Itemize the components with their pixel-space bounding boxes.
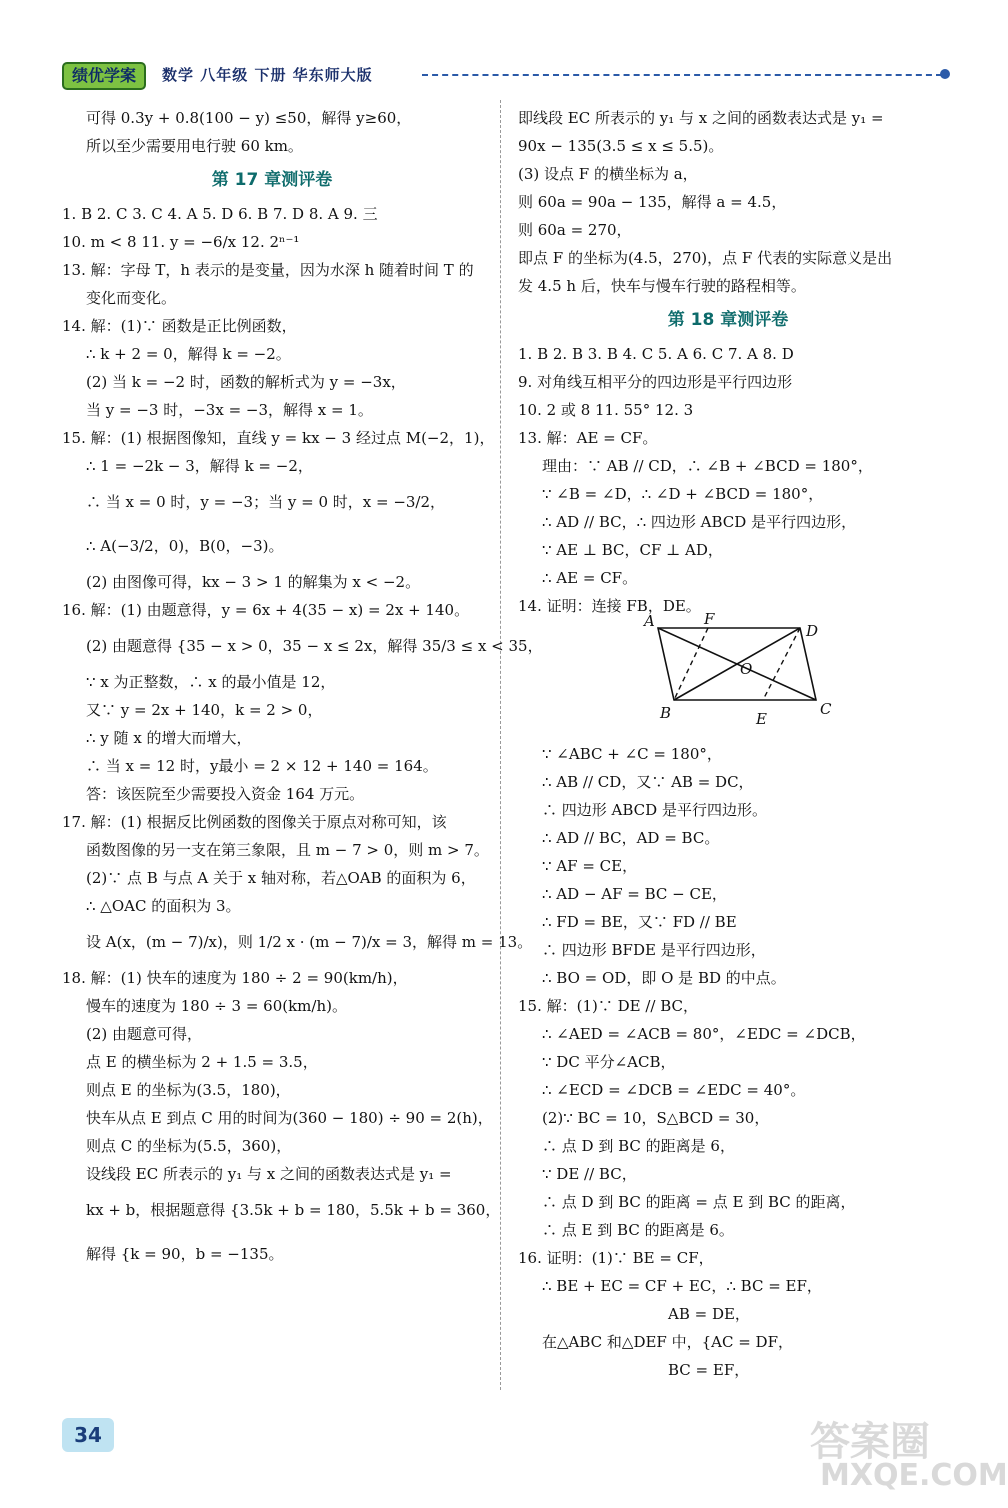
text-line: 16. 解：(1) 由题意得，y = 6x + 4(35 − x) = 2x + 140。 <box>62 601 470 619</box>
text-line: BC = EF， <box>668 1361 750 1379</box>
text-line: ∴ ∠ECD = ∠DCB = ∠EDC = 40°。 <box>542 1081 806 1099</box>
watermark-url: MXQE.COM <box>820 1458 1008 1493</box>
text-line: 发 4.5 h 后，快车与慢车行驶的路程相等。 <box>518 277 806 295</box>
page-number: 34 <box>62 1418 114 1452</box>
text-line: 90x − 135(3.5 ≤ x ≤ 5.5)。 <box>518 137 724 155</box>
text-line: 1. B 2. C 3. C 4. A 5. D 6. B 7. D 8. A 9. 三 <box>62 205 378 223</box>
page-header <box>62 62 952 90</box>
text-line: ∴ BO = OD，即 O 是 BD 的中点。 <box>542 969 786 987</box>
text-line: 1. B 2. B 3. B 4. C 5. A 6. C 7. A 8. D <box>518 345 794 363</box>
text-line: ∵ DC 平分∠ACB， <box>542 1053 676 1071</box>
label-d: D <box>806 622 819 640</box>
watermark-logo-text: 答案圈 <box>810 1419 930 1465</box>
text-line: ∴ A(−3/2，0)，B(0，−3)。 <box>86 537 284 555</box>
right-column <box>518 104 938 1384</box>
text-line: ∴ AB // CD，又∵ AB = DC， <box>542 773 754 791</box>
label-b: B <box>660 704 672 722</box>
label-f: F <box>704 610 715 628</box>
text-line: (2) 由图像可得，kx − 3 > 1 的解集为 x < −2。 <box>86 573 421 591</box>
text-line: ∴ 当 x = 0 时，y = −3；当 y = 0 时，x = −3/2， <box>86 493 446 511</box>
text-line: ∴ AE = CF。 <box>542 569 638 587</box>
text-line: ∵ ∠B = ∠D，∴ ∠D + ∠BCD = 180°， <box>542 485 824 503</box>
text-line: 10. 2 或 8 11. 55° 12. 3 <box>518 401 694 419</box>
parallelogram-figure <box>518 610 938 738</box>
text-line: kx + b，根据题意得 {3.5k + b = 180，5.5k + b = 360， <box>86 1201 501 1219</box>
text-line: 当 y = −3 时，−3x = −3，解得 x = 1。 <box>86 401 373 419</box>
text-line: 18. 解：(1) 快车的速度为 180 ÷ 2 = 90(km/h)， <box>62 969 408 987</box>
text-line: 15. 解：(1)∵ DE // BC， <box>518 997 699 1015</box>
text-line: 10. m < 8 11. y = −6/x 12. 2ⁿ⁻¹ <box>62 233 300 251</box>
brand-badge: 绩优学案 <box>62 62 146 90</box>
left-column <box>62 104 543 1276</box>
text-line: ∴ 1 = −2k − 3，解得 k = −2， <box>86 457 313 475</box>
text-line: 可得 0.3y + 0.8(100 − y) ≤50，解得 y≥60， <box>86 109 412 127</box>
text-line: 在△ABC 和△DEF 中，{AC = DF， <box>542 1333 793 1351</box>
text-line: 点 E 的横坐标为 2 + 1.5 = 3.5， <box>86 1053 318 1071</box>
text-line: ∴ k + 2 = 0，解得 k = −2。 <box>86 345 291 363</box>
text-line: (2) 由题意可得， <box>86 1025 203 1043</box>
text-line: 16. 证明：(1)∵ BE = CF， <box>518 1249 714 1267</box>
text-line: 则点 C 的坐标为(5.5，360)， <box>86 1137 292 1155</box>
text-line: AB = DE， <box>668 1305 750 1323</box>
text-line: ∴ FD = BE，又∵ FD // BE <box>542 913 737 931</box>
text-line: 15. 解：(1) 根据图像知，直线 y = kx − 3 经过点 M(−2，1)， <box>62 429 495 447</box>
text-line: 快车从点 E 到点 C 用的时间为(360 − 180) ÷ 90 = 2(h)， <box>86 1109 493 1127</box>
text-line: 则 60a = 270， <box>518 221 632 239</box>
text-line: 17. 解：(1) 根据反比例函数的图像关于原点对称可知，该 <box>62 813 447 831</box>
text-line: ∵ ∠ABC + ∠C = 180°， <box>542 745 722 763</box>
section-heading: 第 17 章测评卷 <box>211 170 333 190</box>
text-line: 变化而变化。 <box>86 289 177 307</box>
text-line: 14. 解：(1)∵ 函数是正比例函数， <box>62 317 297 335</box>
text-line: 即线段 EC 所表示的 y₁ 与 x 之间的函数表达式是 y₁ = <box>518 109 884 127</box>
text-line: (3) 设点 F 的横坐标为 a， <box>518 165 698 183</box>
text-line: ∴ 点 D 到 BC 的距离 = 点 E 到 BC 的距离， <box>542 1193 856 1211</box>
text-line: 函数图像的另一支在第三象限，且 m − 7 > 0，则 m > 7。 <box>86 841 489 859</box>
text-line: ∴ 点 E 到 BC 的距离是 6。 <box>542 1221 734 1239</box>
text-line: ∴ 四边形 ABCD 是平行四边形。 <box>542 801 767 819</box>
text-line: (2) 当 k = −2 时，函数的解析式为 y = −3x， <box>86 373 406 391</box>
text-line: ∴ BE + EC = CF + EC，∴ BC = EF， <box>542 1277 822 1295</box>
text-line: ∴ 四边形 BFDE 是平行四边形， <box>542 941 766 959</box>
text-line: (2)∵ BC = 10，S△BCD = 30， <box>542 1109 770 1127</box>
text-line: 则 60a = 90a − 135，解得 a = 4.5， <box>518 193 787 211</box>
subject-title: 数学 八年级 下册 华东师大版 <box>162 66 373 84</box>
label-e: E <box>756 710 767 728</box>
section-heading: 第 18 章测评卷 <box>667 310 789 330</box>
text-line: 答：该医院至少需要投入资金 164 万元。 <box>86 785 365 803</box>
figure-block <box>518 610 938 740</box>
text-line: 又∵ y = 2x + 140，k = 2 > 0， <box>86 701 323 719</box>
text-line: ∴ AD // BC，AD = BC。 <box>542 829 720 847</box>
text-line: 14. 证明：连接 FB，DE。 <box>518 597 701 615</box>
text-line: ∵ AF = CE， <box>542 857 638 875</box>
label-c: C <box>820 700 832 718</box>
text-line: ∴ y 随 x 的增大而增大， <box>86 729 252 747</box>
text-line: 设线段 EC 所表示的 y₁ 与 x 之间的函数表达式是 y₁ = <box>86 1165 452 1183</box>
text-line: ∵ AE ⊥ BC，CF ⊥ AD， <box>542 541 723 559</box>
text-line: ∴ 点 D 到 BC 的距离是 6， <box>542 1137 735 1155</box>
text-line: 13. 解：AE = CF。 <box>518 429 658 447</box>
header-dashed-rule <box>422 74 942 76</box>
text-line: (2) 由题意得 {35 − x > 0，35 − x ≤ 2x，解得 35/3 ≤ x < 35， <box>86 637 543 655</box>
text-line: 即点 F 的坐标为(4.5，270)，点 F 代表的实际意义是出 <box>518 249 893 267</box>
text-line: (2)∵ 点 B 与点 A 关于 x 轴对称，若△OAB 的面积为 6， <box>86 869 476 887</box>
text-line: 设 A(x，(m − 7)/x)，则 1/2 x · (m − 7)/x = 3，解得 m = 13。 <box>86 933 533 951</box>
header-end-dot-icon <box>940 69 950 79</box>
text-line: ∴ AD − AF = BC − CE， <box>542 885 727 903</box>
text-line: ∴ AD // BC，∴ 四边形 ABCD 是平行四边形， <box>542 513 857 531</box>
text-line: 理由：∵ AB // CD，∴ ∠B + ∠BCD = 180°， <box>542 457 873 475</box>
text-line: 9. 对角线互相平分的四边形是平行四边形 <box>518 373 793 391</box>
text-line: 所以至少需要用电行驶 60 km。 <box>86 137 303 155</box>
label-a: A <box>644 612 655 630</box>
text-line: ∴ ∠AED = ∠ACB = 80°，∠EDC = ∠DCB， <box>542 1025 866 1043</box>
text-line: ∵ x 为正整数，∴ x 的最小值是 12， <box>86 673 336 691</box>
text-line: ∴ △OAC 的面积为 3。 <box>86 897 241 915</box>
text-line: 解得 {k = 90，b = −135。 <box>86 1245 284 1263</box>
label-o: O <box>740 660 753 678</box>
text-line: 13. 解：字母 T，h 表示的是变量，因为水深 h 随着时间 T 的 <box>62 261 474 279</box>
watermark <box>790 1410 1008 1500</box>
text-line: 则点 E 的坐标为(3.5，180)， <box>86 1081 291 1099</box>
text-line: ∴ 当 x = 12 时，y最小 = 2 × 12 + 140 = 164。 <box>86 757 438 775</box>
text-line: ∵ DE // BC， <box>542 1165 637 1183</box>
text-line: 慢车的速度为 180 ÷ 3 = 60(km/h)。 <box>86 997 347 1015</box>
